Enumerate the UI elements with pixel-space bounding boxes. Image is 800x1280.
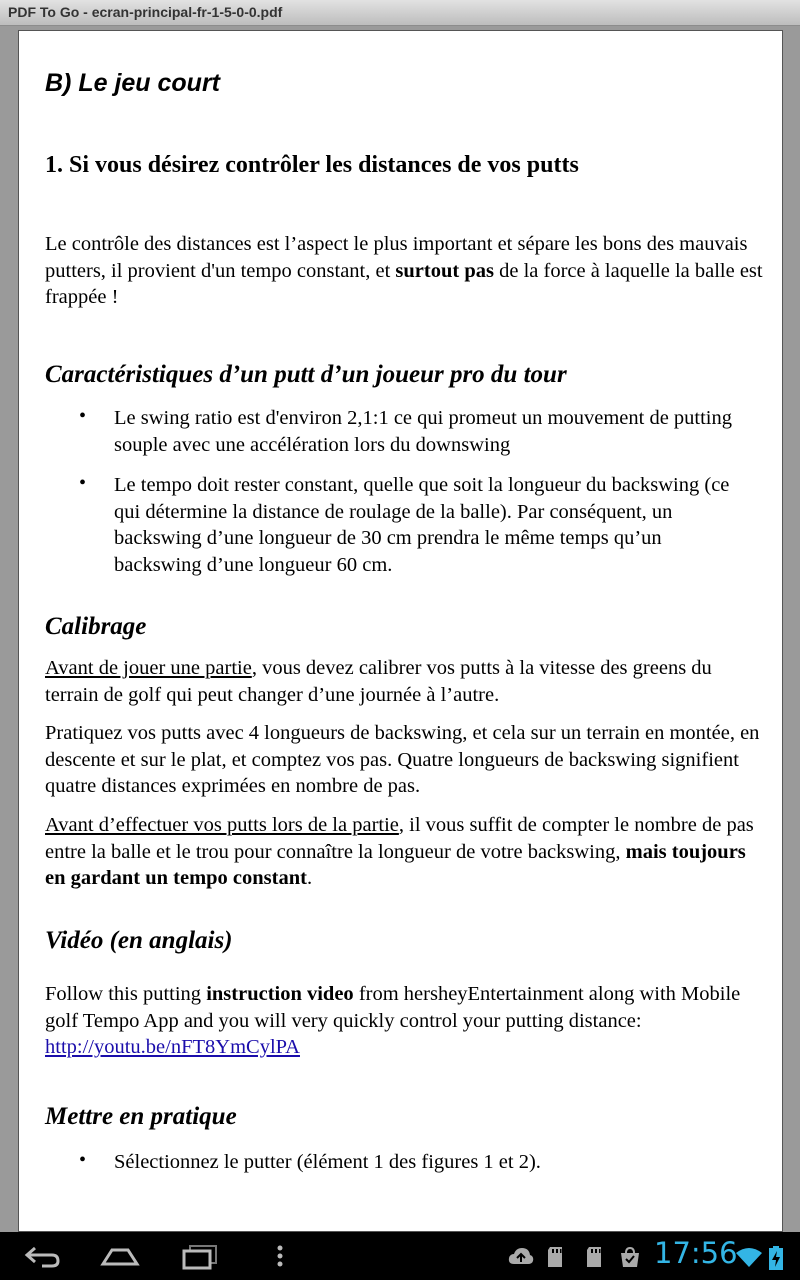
char-bullet-1: Le swing ratio est d'environ 2,1:1 ce qui promeut un mouvement de putting souple avec une accélération lors du downswing [114,407,733,456]
status-clock: 17:56 [654,1236,738,1270]
recent-apps-icon[interactable] [180,1242,220,1270]
home-icon[interactable] [100,1242,140,1270]
practice-bullet-1: Sélectionnez le putter (élément 1 des figures 1 et 2). [114,1151,541,1173]
video-paragraph: Follow this putting instruction video from hersheyEntertainment along with Mobile golf Tempo App and you will very quickly control your putting distance: http://youtu.be/nFT8YmCylPA [45,983,741,1058]
heading-characteristics: Caractéristiques d’un putt d’un joueur pro du tour [45,361,567,388]
calib-paragraph-1: Avant de jouer une partie, vous devez calibrer vos putts à la vitesse des greens du terrain de golf qui peut changer d’une journée à l’autre. [45,657,712,706]
battery-charging-icon [768,1246,784,1270]
bullet-marker: • [79,472,87,494]
video-link[interactable]: http://youtu.be/nFT8YmCylPA [45,1036,300,1058]
bullet-marker: • [79,1149,87,1171]
calib-paragraph-3: Avant d’effectuer vos putts lors de la partie, il vous suffit de compter le nombre de pas entre la balle et le trou pour connaître la longueur de votre backswing, mais toujours en gardant un tempo constant. [45,814,754,889]
wifi-icon [735,1246,763,1268]
shopping-bag-check-icon [619,1246,641,1268]
pdf-page[interactable] [18,30,783,1232]
sd-card-icon [546,1246,566,1268]
intro-paragraph: Le contrôle des distances est l’aspect le plus important et sépare les bons des mauvais putters, il provient d'un tempo constant, et surtout pas de la force à laquelle la balle est frappée ! [45,233,763,308]
heading-practice: Mettre en pratique [45,1103,237,1130]
section-title: B) Le jeu court [45,69,221,97]
system-nav-bar [0,1232,800,1280]
cloud-upload-icon [508,1246,534,1268]
window-title: PDF To Go - ecran-principal-fr-1-5-0-0.pdf [0,0,800,26]
heading-video: Vidéo (en anglais) [45,927,233,954]
char-bullet-2: Le tempo doit rester constant, quelle que soit la longueur du backswing (ce qui détermine la distance de roulage de la balle). Par conséquent, un backswing d’une longueur de 30 cm prendra le même temps qu’un backswing d’une longueur 60 cm. [114,474,730,576]
sd-card-icon-2 [585,1246,605,1268]
heading-calibrage: Calibrage [45,613,147,640]
menu-overflow-icon[interactable] [272,1242,288,1270]
bullet-marker: • [79,405,87,427]
back-icon[interactable] [22,1242,62,1270]
heading-distances: 1. Si vous désirez contrôler les distances de vos putts [45,152,579,178]
calib-paragraph-2: Pratiquez vos putts avec 4 longueurs de backswing, et cela sur un terrain en montée, en descente et sur le plat, et comptez vos pas. Quatre longueurs de backswing signifient quatre distances exprimées en nombre de pas. [45,722,760,797]
